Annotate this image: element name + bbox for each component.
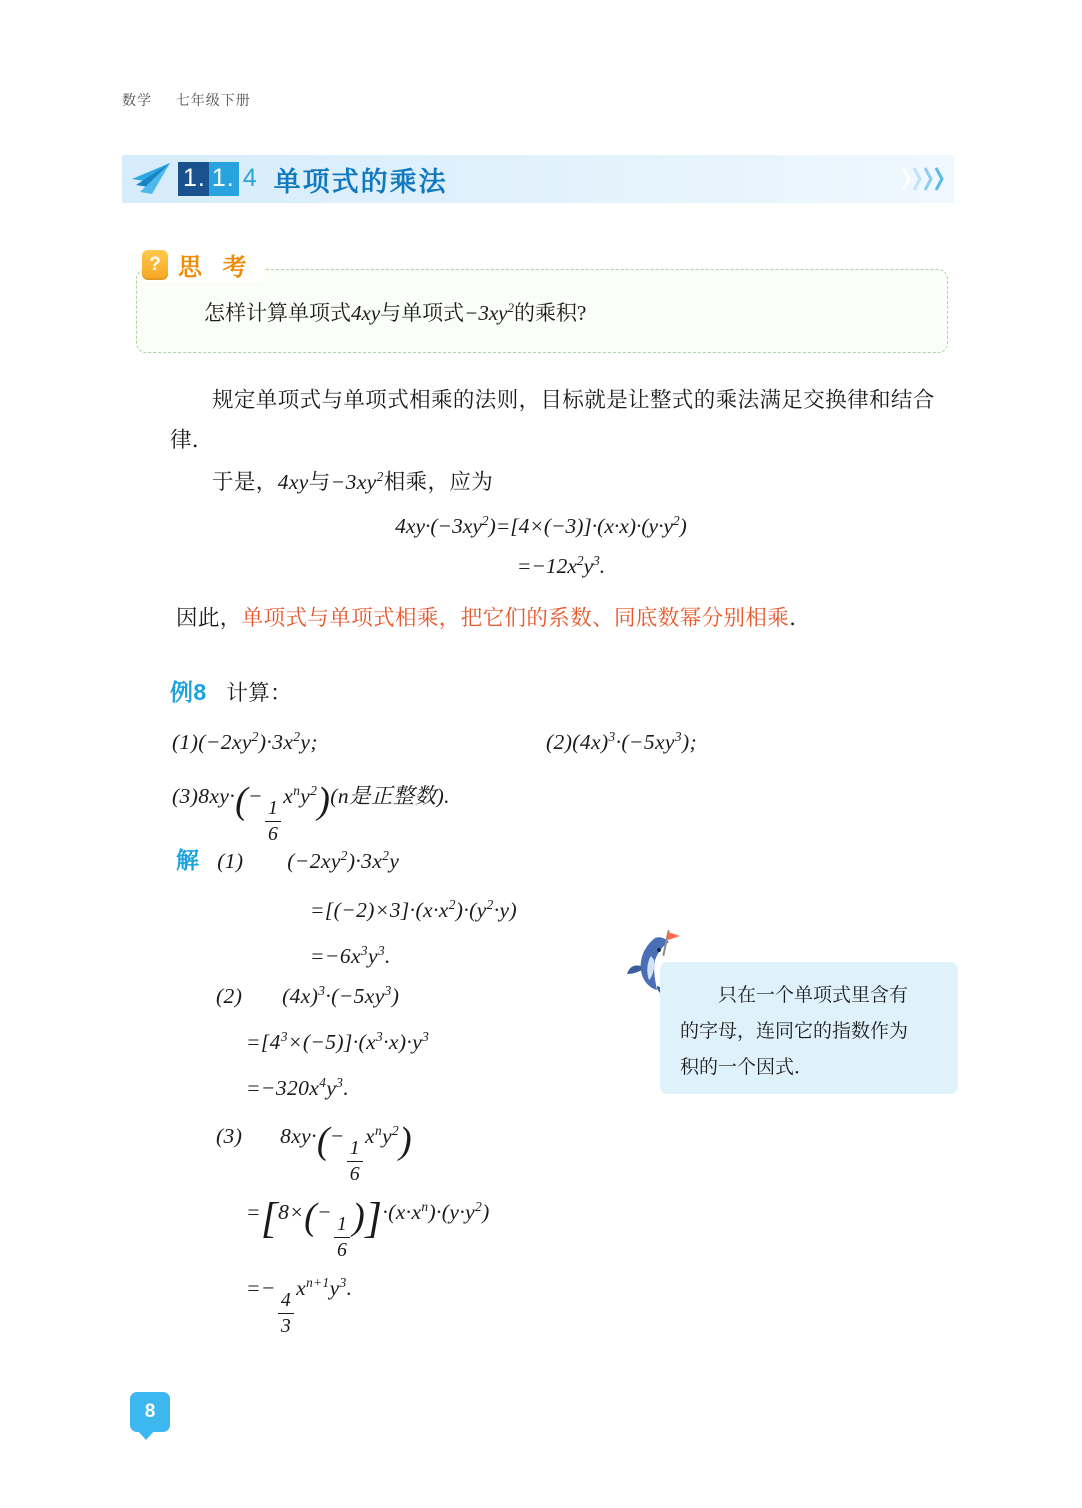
paper-plane-icon xyxy=(130,161,176,197)
tip-line-3: 积的一个因式． xyxy=(680,1057,814,1078)
section-number xyxy=(178,162,260,196)
tip-line-1: 只在一个单项式里含有 xyxy=(718,985,909,1006)
example-label: 例8 xyxy=(170,679,207,705)
p2-pre: 于是， xyxy=(212,470,278,494)
example-prompt: 计算： xyxy=(226,681,293,705)
p3-pre: 因此， xyxy=(176,606,242,630)
p2-mid: 与 xyxy=(308,470,331,494)
page-number xyxy=(130,1392,174,1436)
running-head xyxy=(122,90,251,110)
tip-line-2: 的字母，连同它的指数作为 xyxy=(680,1021,909,1042)
paragraph-rule: 规定单项式与单项式相乘的法则，目标就是让整式的乘法满足交换律和结合律． xyxy=(170,388,935,452)
think-body-pre: 怎样计算单项式 xyxy=(204,301,351,325)
section-title: 单项式的乘法 xyxy=(273,166,448,197)
think-label-text: 思 考 xyxy=(178,254,254,281)
solution-2-number: (2) xyxy=(216,984,243,1008)
example-item-1: $(1)(-2xy^2)\cdot 3x^2y$; xyxy=(172,728,318,754)
paragraph-conclusion xyxy=(170,598,970,638)
think-box xyxy=(136,247,948,353)
question-mark-icon: ? xyxy=(142,250,168,280)
solution-1-line-3: $=-6x^3y^3$. xyxy=(310,942,391,968)
solution-1-line-1: $(-2xy^2)\cdot 3x^2y$ xyxy=(287,847,400,873)
conclusion-highlight: 单项式与单项式相乘，把它们的系数、同底数幂分别相乘 xyxy=(241,606,790,630)
equation-1: $4xy\cdot(-3xy^2)=[4\times(-3)]\cdot(x\cdot x)\cdot(y\cdot y^2)$ xyxy=(395,512,687,538)
section-title-bar xyxy=(122,155,954,203)
tip-bubble xyxy=(660,962,958,1094)
example-header xyxy=(170,672,292,713)
running-head-grade: 七年级下册 xyxy=(175,92,251,108)
think-label xyxy=(142,247,264,282)
section-number-part-3: 4 xyxy=(242,164,258,192)
example-item-2: $(2)(4x)^3\cdot(-5xy^3)$; xyxy=(546,728,698,754)
solution-2 xyxy=(216,976,399,1016)
solution-1-number: (1) xyxy=(217,849,244,873)
solution-2-line-3: $=-320x^4y^3$. xyxy=(246,1074,350,1100)
chevron-right-icon xyxy=(902,166,944,192)
solution-3 xyxy=(216,1116,412,1185)
paragraph-therefore: 于是，4xy与$-3xy^2$相乘，应为 xyxy=(212,468,494,494)
p3-post: ． xyxy=(789,606,812,630)
think-body-post: 的乘积? xyxy=(514,301,587,325)
solution-3-line-3: =− $\frac{4}{3}$ $x^{n+1}y^3$. xyxy=(246,1274,353,1337)
page-number-text: 8 xyxy=(130,1392,170,1432)
solution-3-line-1: 8xy·(− $\frac{1}{6}$ $x^ny^2$) xyxy=(280,1119,413,1185)
example-item-3: (3)8xy·(− $\frac{1}{6}$ $x^ny^2)(n$是正整数). xyxy=(172,779,450,845)
solution-3-line-2: =[8×(− $\frac{1}{6}$ )]$\cdot(x\cdot x^n)\cdot(y\cdot y^2)$ xyxy=(246,1194,490,1261)
solution-2-line-2: $=[4^3\times(-5)]\cdot(x^3\cdot x)\cdot y^3$ xyxy=(246,1028,430,1054)
solution-label: 解 (1) $(-2xy^2)\cdot 3x^2y$ xyxy=(176,847,400,873)
solution-2-line-1: $(4x)^3\cdot(-5xy^3)$ xyxy=(282,982,400,1008)
equation-2: $=-12x^2y^3$. xyxy=(516,552,606,578)
solution-3-number: (3) xyxy=(216,1124,243,1148)
solution-1-line-2: $=[(-2)\times 3]\cdot(x\cdot x^2)\cdot(y^2\cdot y)$ xyxy=(310,896,518,922)
section-number-part-1: 1. xyxy=(178,162,209,196)
running-head-subject: 数学 xyxy=(122,92,152,108)
think-body: 怎样计算单项式4xy与单项式$-3xy^2$的乘积? xyxy=(204,300,587,325)
section-number-part-2: 1. xyxy=(209,162,239,196)
p2-post: 相乘，应为 xyxy=(383,470,494,494)
page-number-tail xyxy=(137,1430,155,1440)
think-body-mid: 与单项式 xyxy=(380,301,465,325)
